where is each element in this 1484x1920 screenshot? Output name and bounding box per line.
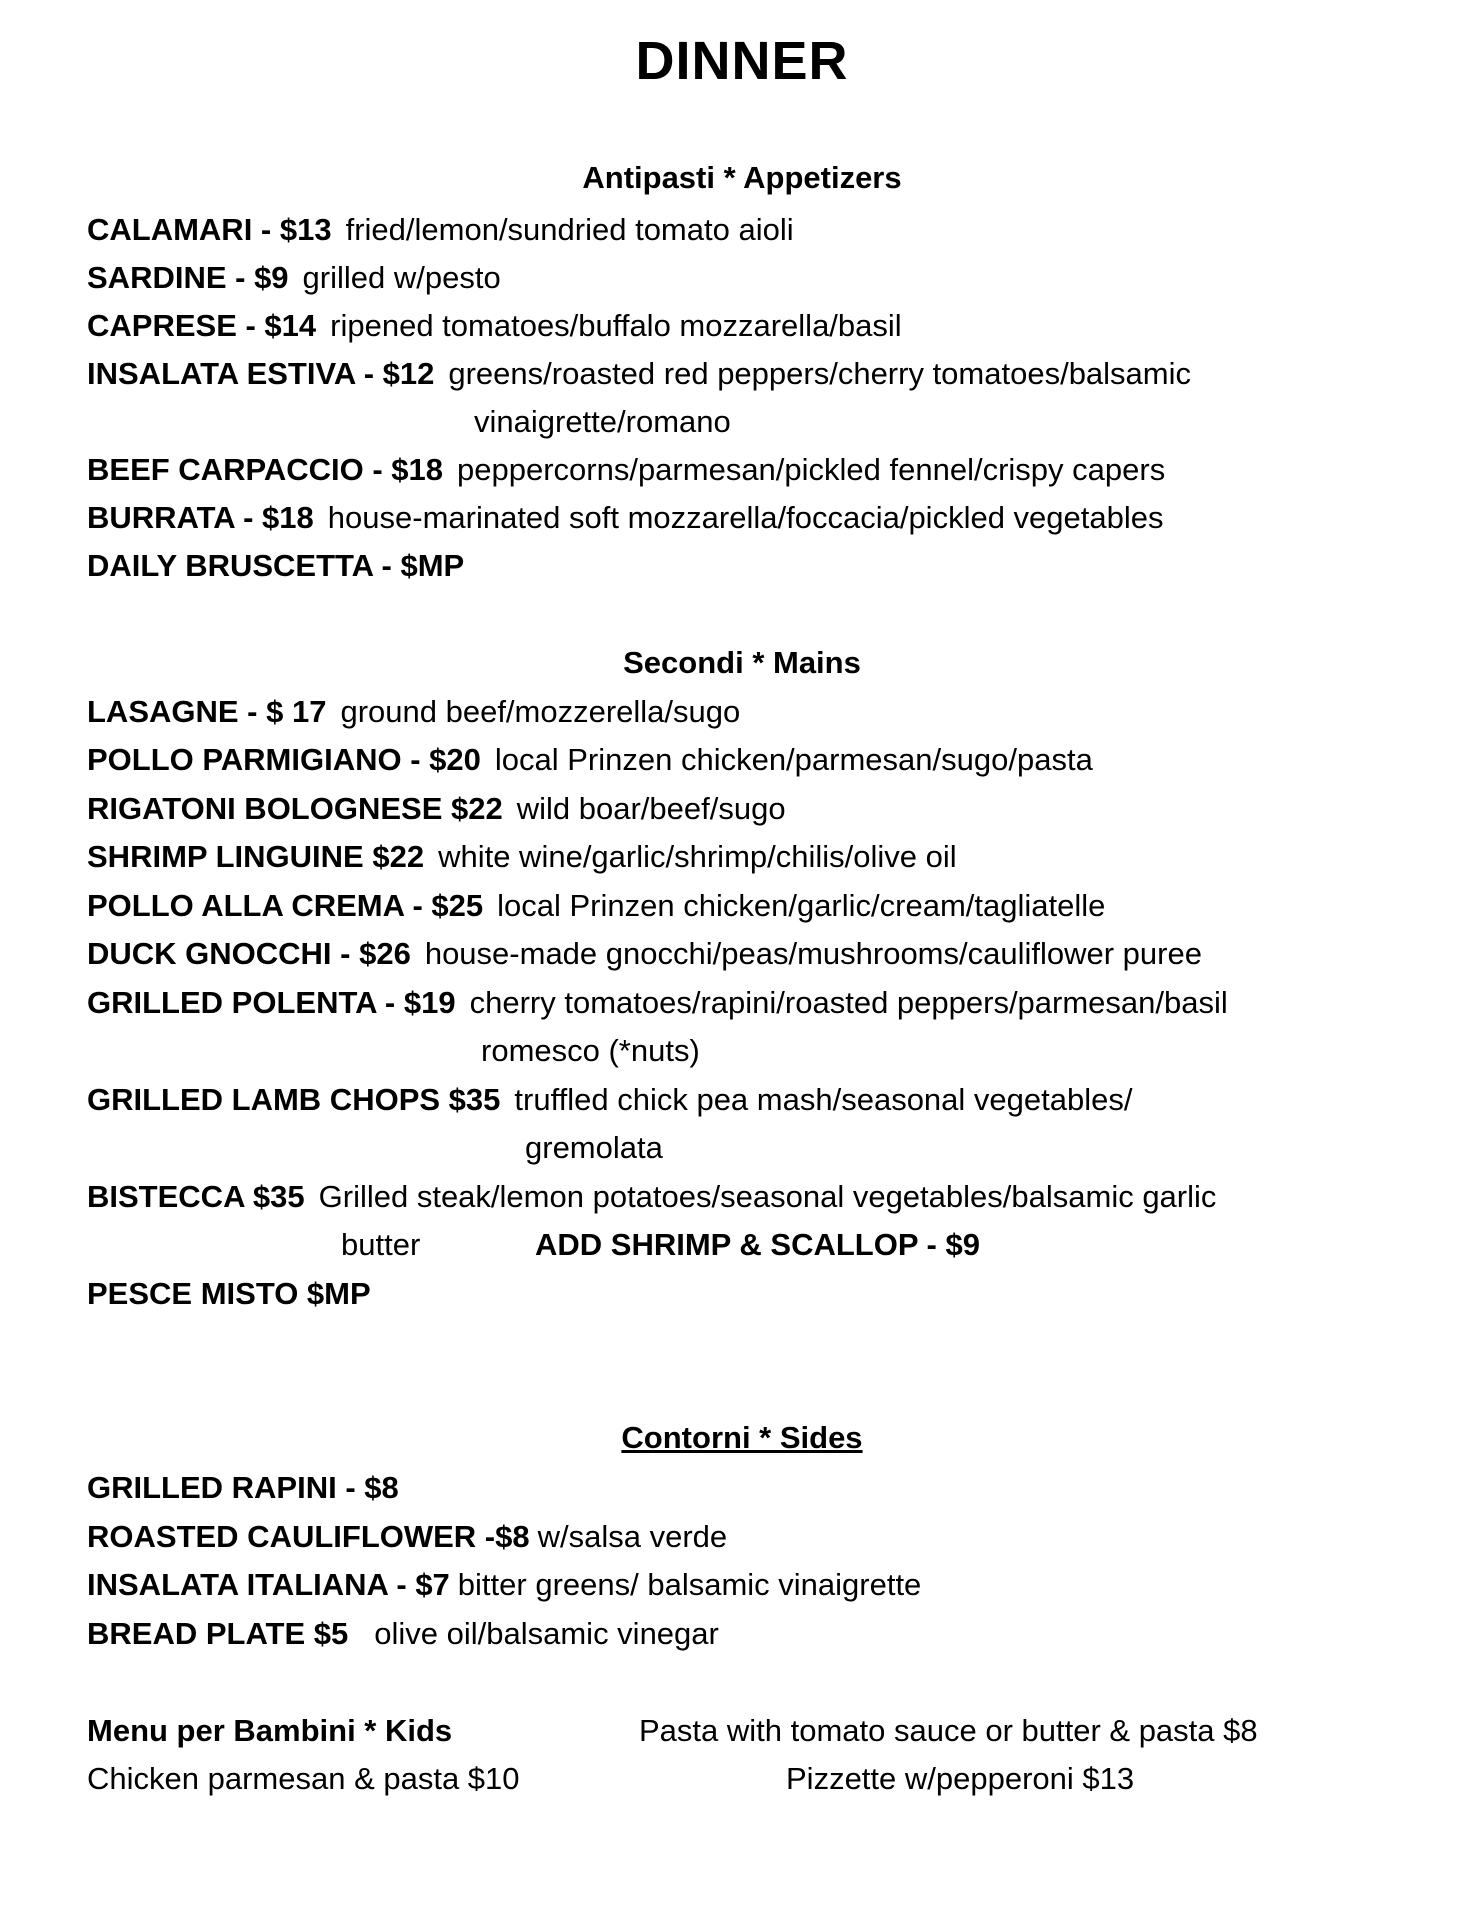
- menu-item: [87, 692, 740, 732]
- contorni-heading-text: Contorni * Sides: [621, 1420, 863, 1455]
- menu-item: [87, 1274, 371, 1314]
- page-title: DINNER: [635, 31, 849, 91]
- item-name: BISTECCA $35: [87, 1179, 305, 1214]
- item-desc: Grilled steak/lemon potatoes/seasonal vegetables/balsamic garlic: [318, 1179, 1217, 1214]
- item-name: POLLO PARMIGIANO - $20: [87, 742, 481, 777]
- item-desc: w/salsa verde: [537, 1519, 728, 1554]
- item-desc: peppercorns/parmesan/pickled fennel/crispy capers: [457, 452, 1166, 487]
- item-desc: ripened tomatoes/buffalo mozzarella/basil: [330, 308, 902, 343]
- item-name: GRILLED LAMB CHOPS $35: [87, 1082, 501, 1117]
- item-desc: white wine/garlic/shrimp/chilis/olive oil: [438, 839, 957, 874]
- item-name: BURRATA - $18: [87, 500, 314, 535]
- menu-item: [87, 934, 1202, 974]
- item-name: RIGATONI BOLOGNESE $22: [87, 791, 503, 826]
- menu-item: [87, 258, 501, 298]
- item-name: POLLO ALLA CREMA - $25: [87, 888, 484, 923]
- item-name: INSALATA ESTIVA - $12: [87, 356, 435, 391]
- secondi-heading: Secondi * Mains: [623, 645, 861, 680]
- item-name: GRILLED RAPINI - $8: [87, 1470, 399, 1505]
- menu-item: [87, 789, 786, 829]
- menu-item: [87, 886, 1105, 926]
- menu-item: [87, 450, 1165, 490]
- item-name: SHRIMP LINGUINE $22: [87, 839, 425, 874]
- item-desc: house-made gnocchi/peas/mushrooms/cauliflower puree: [424, 936, 1202, 971]
- item-name: CALAMARI - $13: [87, 212, 332, 247]
- kids-item: Pizzette w/pepperoni $13: [786, 1761, 1135, 1796]
- item-desc-continued: gremolata: [525, 1130, 663, 1165]
- menu-item: [87, 1468, 399, 1508]
- item-desc: olive oil/balsamic vinegar: [374, 1616, 719, 1651]
- item-desc: local Prinzen chicken/garlic/cream/tagliatelle: [497, 888, 1106, 923]
- menu-item: [87, 1614, 719, 1654]
- item-name: CAPRESE - $14: [87, 308, 317, 343]
- item-desc-continued: romesco (*nuts): [481, 1033, 700, 1068]
- item-desc: cherry tomatoes/rapini/roasted peppers/parmesan/basil: [469, 985, 1228, 1020]
- menu-item: [87, 210, 794, 250]
- item-name: BEEF CARPACCIO - $18: [87, 452, 443, 487]
- item-desc: greens/roasted red peppers/cherry tomatoes/balsamic: [448, 356, 1192, 391]
- kids-item: Pasta with tomato sauce or butter & pasta $8: [639, 1713, 1258, 1748]
- item-name: ROASTED CAULIFLOWER -$8: [87, 1519, 530, 1554]
- menu-item: [87, 837, 957, 877]
- menu-item: [87, 983, 1228, 1023]
- item-name: PESCE MISTO $MP: [87, 1276, 371, 1311]
- menu-item: [87, 1080, 1132, 1120]
- item-name: BREAD PLATE $5: [87, 1616, 349, 1651]
- item-name: DAILY BRUSCETTA - $MP: [87, 548, 465, 583]
- menu-item: [87, 306, 902, 346]
- item-desc: ground beef/mozzerella/sugo: [340, 694, 741, 729]
- addon-note: ADD SHRIMP & SCALLOP - $9: [535, 1227, 980, 1262]
- item-name: LASAGNE - $ 17: [87, 694, 327, 729]
- item-desc: wild boar/beef/sugo: [516, 791, 786, 826]
- item-desc-continued: butter: [341, 1227, 421, 1262]
- kids-heading: Menu per Bambini * Kids: [87, 1713, 453, 1748]
- item-desc-continued: vinaigrette/romano: [474, 404, 731, 439]
- menu-item: [87, 546, 464, 586]
- kids-item: Chicken parmesan & pasta $10: [87, 1761, 520, 1796]
- menu-item: [87, 740, 1093, 780]
- item-desc: grilled w/pesto: [302, 260, 501, 295]
- item-desc: bitter greens/ balsamic vinaigrette: [457, 1567, 922, 1602]
- item-name: SARDINE - $9: [87, 260, 289, 295]
- item-name: GRILLED POLENTA - $19: [87, 985, 456, 1020]
- contorni-heading: [0, 1420, 1484, 1456]
- item-name: DUCK GNOCCHI - $26: [87, 936, 411, 971]
- item-desc: local Prinzen chicken/parmesan/sugo/pasta: [494, 742, 1093, 777]
- item-desc: truffled chick pea mash/seasonal vegetables/: [514, 1082, 1133, 1117]
- item-desc: fried/lemon/sundried tomato aioli: [345, 212, 794, 247]
- menu-item: [87, 1565, 921, 1605]
- menu-item: [87, 1177, 1216, 1217]
- item-desc: house-marinated soft mozzarella/foccacia/pickled vegetables: [327, 500, 1164, 535]
- menu-item: [87, 1517, 727, 1557]
- menu-item: [87, 354, 1191, 394]
- menu-item: [87, 498, 1164, 538]
- antipasti-heading: Antipasti * Appetizers: [582, 160, 902, 195]
- item-name: INSALATA ITALIANA - $7: [87, 1567, 450, 1602]
